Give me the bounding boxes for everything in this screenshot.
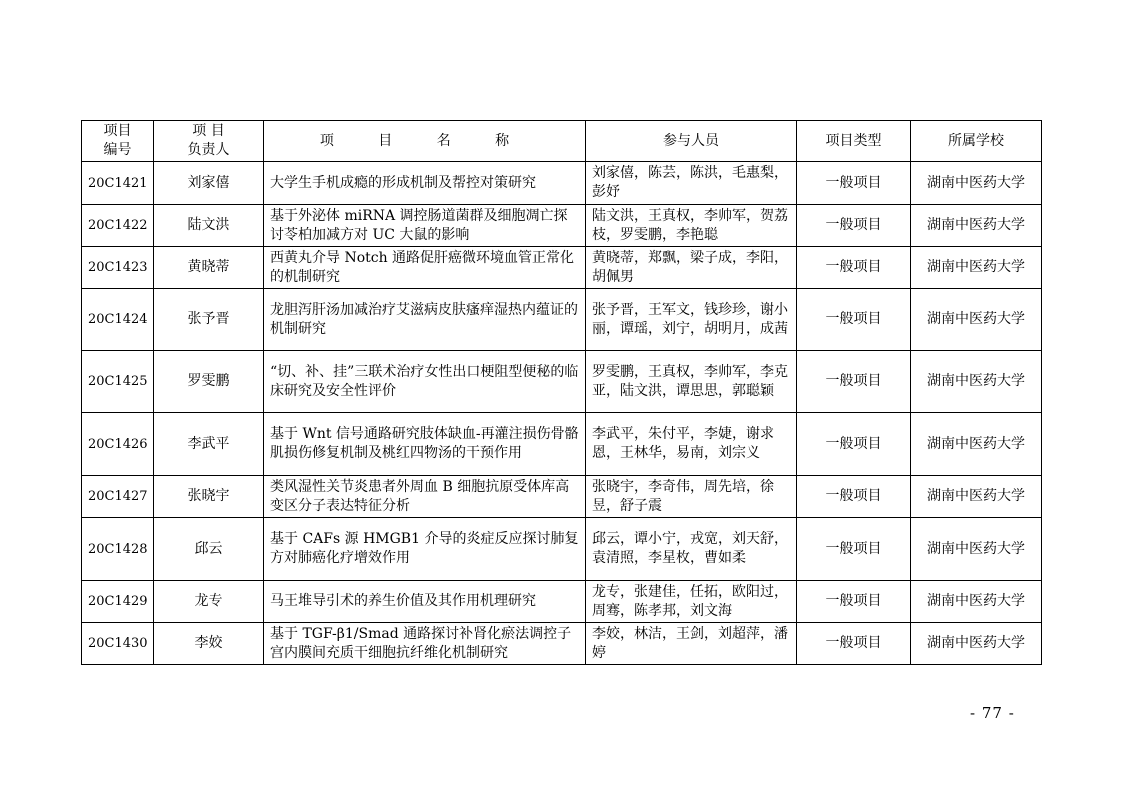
- cell-type: 一般项目: [797, 289, 911, 351]
- table-row: [82, 162, 1042, 205]
- cell-type: 一般项目: [797, 351, 911, 413]
- cell-code: 20C1424: [82, 289, 154, 351]
- header-leader: 项 目 负责人: [154, 121, 264, 162]
- header-name: 项 目 名 称: [264, 121, 586, 162]
- page-number: - 77 -: [970, 704, 1015, 722]
- cell-code: 20C1428: [82, 518, 154, 581]
- cell-name: 基于 Wnt 信号通路研究肢体缺血-再灌注损伤骨骼肌损伤修复机制及桃红四物汤的干预作用: [264, 413, 586, 476]
- cell-leader: 张予晋: [154, 289, 264, 351]
- cell-name: 龙胆泻肝汤加减治疗艾滋病皮肤瘙痒湿热内蕴证的机制研究: [264, 289, 586, 351]
- cell-name: 西黄丸介导 Notch 通路促肝癌微环境血管正常化的机制研究: [264, 247, 586, 289]
- table-row: [82, 247, 1042, 289]
- table-row: [82, 413, 1042, 476]
- cell-school: 湖南中医药大学: [911, 351, 1042, 413]
- cell-school: 湖南中医药大学: [911, 162, 1042, 205]
- cell-members: 张予晋，王军文，钱珍珍，谢小丽，谭瑶，刘宁，胡明月，成茜: [586, 289, 797, 351]
- cell-leader: 李武平: [154, 413, 264, 476]
- cell-school: 湖南中医药大学: [911, 476, 1042, 518]
- cell-members: 张晓宇，李奇伟，周先培，徐昱，舒子震: [586, 476, 797, 518]
- cell-code: 20C1429: [82, 581, 154, 623]
- cell-type: 一般项目: [797, 623, 911, 665]
- cell-code: 20C1421: [82, 162, 154, 205]
- header-row: [82, 121, 1042, 162]
- cell-type: 一般项目: [797, 247, 911, 289]
- cell-school: 湖南中医药大学: [911, 289, 1042, 351]
- cell-school: 湖南中医药大学: [911, 581, 1042, 623]
- header-code: 项目 编号: [82, 121, 154, 162]
- cell-name: 大学生手机成瘾的形成机制及帮控对策研究: [264, 162, 586, 205]
- cell-school: 湖南中医药大学: [911, 247, 1042, 289]
- cell-school: 湖南中医药大学: [911, 413, 1042, 476]
- cell-type: 一般项目: [797, 205, 911, 247]
- cell-type: 一般项目: [797, 476, 911, 518]
- cell-type: 一般项目: [797, 413, 911, 476]
- cell-name: 基于 TGF-β1/Smad 通路探讨补肾化瘀法调控子宫内膜间充质干细胞抗纤维化机制研究: [264, 623, 586, 665]
- cell-school: 湖南中医药大学: [911, 518, 1042, 581]
- cell-code: 20C1426: [82, 413, 154, 476]
- cell-name: 基于 CAFs 源 HMGB1 介导的炎症反应探讨肺复方对肺癌化疗增效作用: [264, 518, 586, 581]
- cell-members: 邱云，谭小宁，戎宽，刘天舒，袁清照，李星枚，曹如柔: [586, 518, 797, 581]
- table-row: [82, 623, 1042, 665]
- table-row: [82, 351, 1042, 413]
- table-body: [82, 162, 1042, 665]
- cell-type: 一般项目: [797, 518, 911, 581]
- cell-members: 罗雯鹏，王真权，李帅军，李克亚，陆文洪，谭思思，郭聪颖: [586, 351, 797, 413]
- cell-members: 龙专，张建佳，任拓，欧阳过，周骞，陈孝邦，刘文海: [586, 581, 797, 623]
- cell-code: 20C1427: [82, 476, 154, 518]
- cell-type: 一般项目: [797, 162, 911, 205]
- cell-leader: 陆文洪: [154, 205, 264, 247]
- cell-code: 20C1423: [82, 247, 154, 289]
- cell-leader: 张晓宇: [154, 476, 264, 518]
- cell-leader: 李姣: [154, 623, 264, 665]
- cell-members: 刘家僖，陈芸，陈洪，毛惠梨，彭妤: [586, 162, 797, 205]
- header-school: 所属学校: [911, 121, 1042, 162]
- cell-type: 一般项目: [797, 581, 911, 623]
- cell-name: “切、补、挂”三联术治疗女性出口梗阻型便秘的临床研究及安全性评价: [264, 351, 586, 413]
- cell-school: 湖南中医药大学: [911, 623, 1042, 665]
- cell-leader: 龙专: [154, 581, 264, 623]
- cell-leader: 黄晓蒂: [154, 247, 264, 289]
- table-row: [82, 476, 1042, 518]
- table-row: [82, 205, 1042, 247]
- cell-code: 20C1422: [82, 205, 154, 247]
- cell-name: 类风湿性关节炎患者外周血 B 细胞抗原受体库高变区分子表达特征分析: [264, 476, 586, 518]
- cell-leader: 邱云: [154, 518, 264, 581]
- cell-members: 李武平，朱付平，李婕，谢求恩，王林华，易南，刘宗义: [586, 413, 797, 476]
- table-header: [82, 121, 1042, 162]
- cell-name: 马王堆导引术的养生价值及其作用机理研究: [264, 581, 586, 623]
- header-type: 项目类型: [797, 121, 911, 162]
- cell-leader: 罗雯鹏: [154, 351, 264, 413]
- cell-code: 20C1425: [82, 351, 154, 413]
- cell-school: 湖南中医药大学: [911, 205, 1042, 247]
- project-table: [81, 120, 1042, 665]
- cell-name: 基于外泌体 miRNA 调控肠道菌群及细胞凋亡探讨苓柏加减方对 UC 大鼠的影响: [264, 205, 586, 247]
- table-row: [82, 289, 1042, 351]
- cell-members: 李姣，林洁，王剑，刘超萍，潘婷: [586, 623, 797, 665]
- header-members: 参与人员: [586, 121, 797, 162]
- cell-leader: 刘家僖: [154, 162, 264, 205]
- table-row: [82, 518, 1042, 581]
- cell-members: 陆文洪，王真权，李帅军，贺荔枝，罗雯鹏，李艳聪: [586, 205, 797, 247]
- table-row: [82, 581, 1042, 623]
- cell-code: 20C1430: [82, 623, 154, 665]
- cell-members: 黄晓蒂，郑飘，梁子成，李阳，胡佩男: [586, 247, 797, 289]
